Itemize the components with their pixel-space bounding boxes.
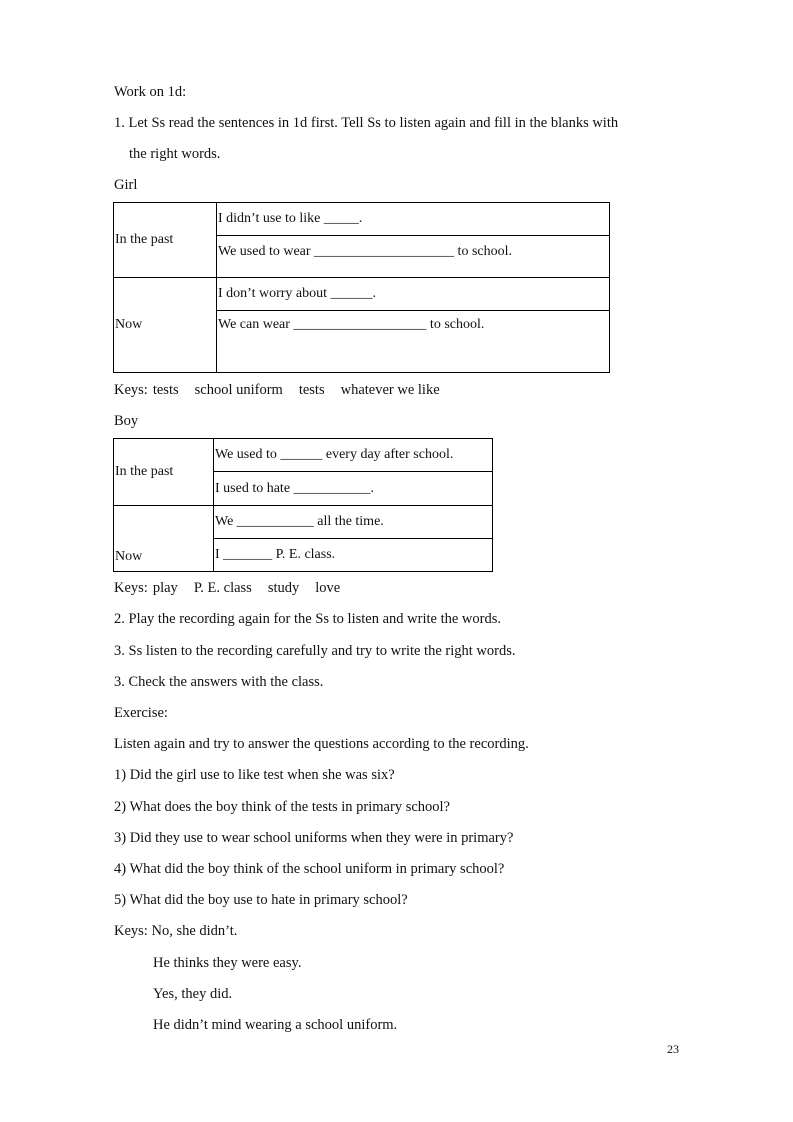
- girl-key-2: school uniform: [194, 382, 283, 398]
- boy-key-4: love: [315, 580, 341, 596]
- boy-keys: [114, 580, 356, 597]
- girl-keys: [114, 382, 456, 399]
- girl-key-4: whatever we like: [340, 382, 440, 398]
- step1-text-continued: the right words.: [129, 146, 221, 162]
- girl-key-3: tests: [298, 382, 325, 398]
- boy-title: Boy: [114, 413, 139, 429]
- boy-past-sentence-2: I used to hate ___________.: [214, 472, 493, 506]
- girl-past-sentence-2: We used to wear ____________________ to school.: [217, 236, 610, 278]
- exercise-heading: Exercise:: [114, 705, 168, 721]
- answer-3: Yes, they did.: [153, 986, 233, 1002]
- keys-label: Keys:: [114, 382, 148, 398]
- step3-text: 3. Ss listen to the recording carefully and try to write the right words.: [114, 643, 516, 659]
- boy-past-label: In the past: [114, 439, 214, 506]
- girl-now-sentence-1: I don’t worry about ______.: [217, 278, 610, 311]
- keys-label: Keys:: [114, 580, 148, 596]
- question-5: 5) What did the boy use to hate in primary school?: [114, 892, 408, 908]
- boy-past-sentence-1: We used to ______ every day after school.: [214, 439, 493, 472]
- step1-text: 1. Let Ss read the sentences in 1d first. Tell Ss to listen again and fill in the blanks with: [114, 115, 619, 131]
- girl-title: Girl: [114, 177, 138, 193]
- girl-key-1: tests: [152, 382, 179, 398]
- boy-table: [113, 438, 493, 572]
- boy-now-sentence-2: I _______ P. E. class.: [214, 539, 493, 572]
- step3-check-text: 3. Check the answers with the class.: [114, 674, 324, 690]
- boy-now-sentence-1: We ___________ all the time.: [214, 506, 493, 539]
- girl-past-label: In the past: [114, 203, 217, 278]
- step2-text: 2. Play the recording again for the Ss to listen and write the words.: [114, 611, 501, 627]
- girl-past-sentence-1: I didn’t use to like _____.: [217, 203, 610, 236]
- girl-now-label: Now: [114, 278, 217, 373]
- boy-now-label: Now: [114, 506, 214, 572]
- boy-key-3: study: [267, 580, 300, 596]
- question-2: 2) What does the boy think of the tests in primary school?: [114, 799, 450, 815]
- answer-1: No, she didn’t.: [151, 923, 238, 939]
- girl-now-sentence-2: We can wear ___________________ to school.: [217, 311, 610, 373]
- question-4: 4) What did the boy think of the school uniform in primary school?: [114, 861, 505, 877]
- keys-label: Keys:: [114, 923, 148, 939]
- boy-key-1: play: [152, 580, 178, 596]
- answer-2: He thinks they were easy.: [153, 955, 302, 971]
- question-3: 3) Did they use to wear school uniforms when they were in primary?: [114, 830, 514, 846]
- exercise-keys: [114, 923, 237, 940]
- page-number: 23: [667, 1042, 679, 1056]
- question-1: 1) Did the girl use to like test when she was six?: [114, 767, 395, 783]
- girl-table: [113, 202, 610, 373]
- answer-4: He didn’t mind wearing a school uniform.: [153, 1017, 398, 1033]
- exercise-instruction: Listen again and try to answer the questions according to the recording.: [114, 736, 529, 752]
- work-on-heading: Work on 1d:: [114, 84, 187, 100]
- boy-key-2: P. E. class: [193, 580, 252, 596]
